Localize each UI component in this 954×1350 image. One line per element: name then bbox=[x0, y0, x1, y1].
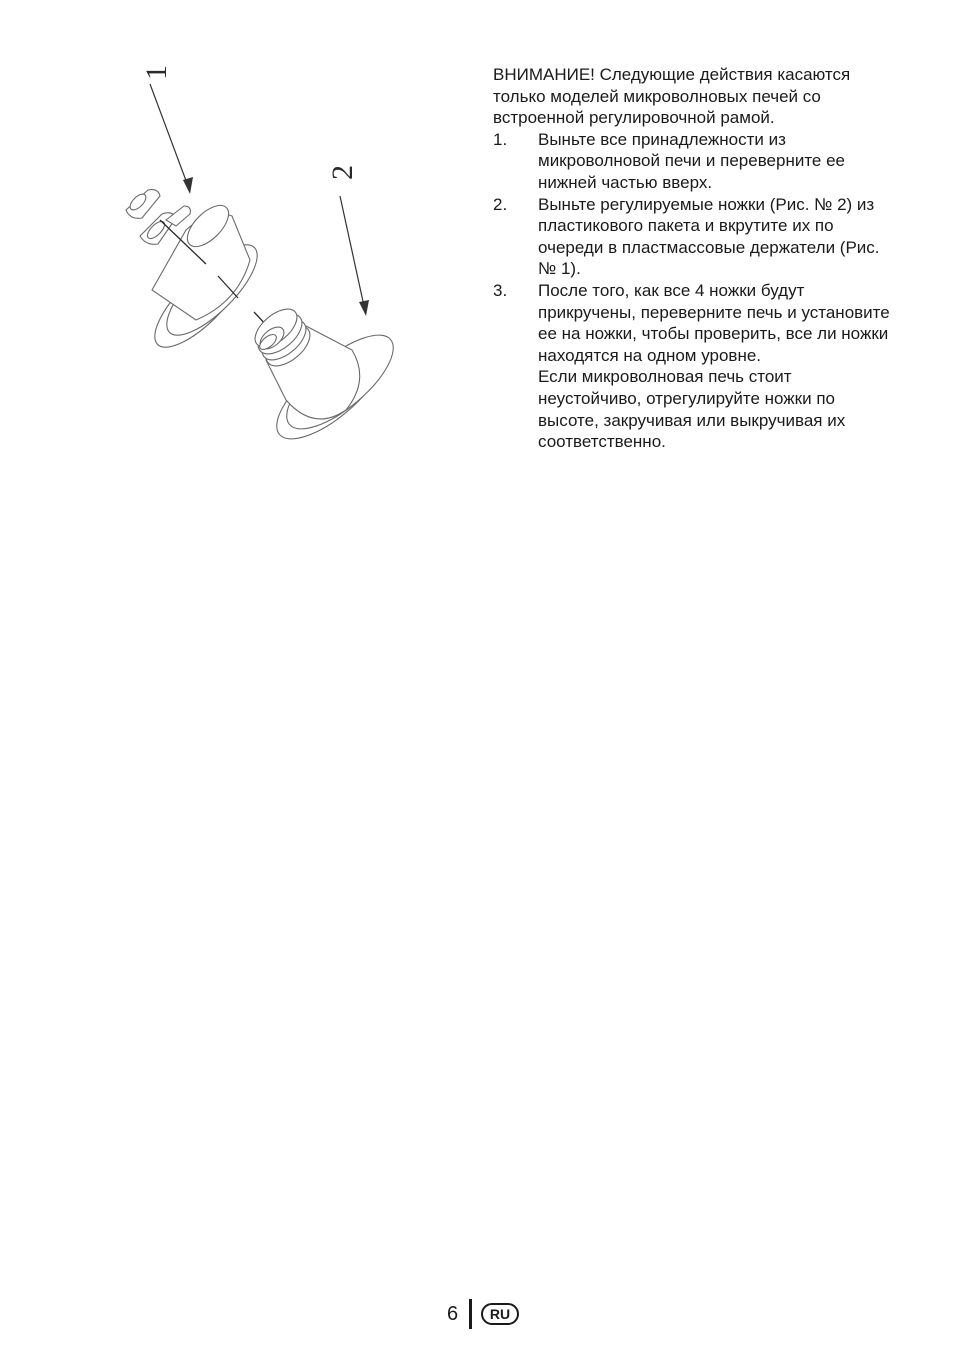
step-item-2 bbox=[493, 194, 893, 280]
feet-diagram-svg bbox=[100, 40, 420, 470]
leader-arrow-2 bbox=[340, 196, 369, 316]
step-item-1 bbox=[493, 129, 893, 194]
step-text: Выньте регулируемые ножки (Рис. № 2) из пластикового пакета и вкрутите их по очереди в пластмассовые держатели (Рис. № 1). bbox=[538, 194, 880, 279]
page-number: 6 bbox=[447, 1303, 459, 1325]
step-number: 2. bbox=[493, 194, 508, 214]
diagram-label-1: 1 bbox=[140, 65, 173, 80]
adjustable-feet-diagram bbox=[100, 40, 420, 470]
instructions-column bbox=[493, 64, 893, 453]
step-text: Выньте все принадлежности из микроволновой печи и переверните ее нижней частью вверх. bbox=[538, 129, 846, 192]
step-number: 1. bbox=[493, 129, 508, 149]
page-footer bbox=[447, 1297, 519, 1331]
step-text-extra: Если микроволновая печь стоит неустойчиво, отрегулируйте ножки по высоте, закручивая или выкручивая их соответственно. bbox=[538, 367, 846, 452]
steps-list bbox=[493, 129, 893, 453]
step-number: 3. bbox=[493, 280, 508, 300]
plastic-holder-part bbox=[126, 190, 270, 360]
language-badge: RU bbox=[481, 1303, 519, 1325]
step-text: После того, как все 4 ножки будут прикручены, переверните печь и установите ее на ножки, чтобы проверить, все ли ножки находятся на одном уровне. bbox=[538, 280, 890, 365]
adjustable-foot-part bbox=[248, 302, 407, 454]
leader-arrow-1 bbox=[150, 84, 193, 194]
step-text-group bbox=[538, 280, 893, 453]
step-item-3 bbox=[493, 280, 893, 453]
diagram-label-2: 2 bbox=[326, 165, 359, 180]
warning-text: ВНИМАНИЕ! Следующие действия касаются только моделей микроволновых печей со встроенной регулировочной рамой. bbox=[493, 65, 851, 128]
footer-divider bbox=[469, 1299, 472, 1329]
